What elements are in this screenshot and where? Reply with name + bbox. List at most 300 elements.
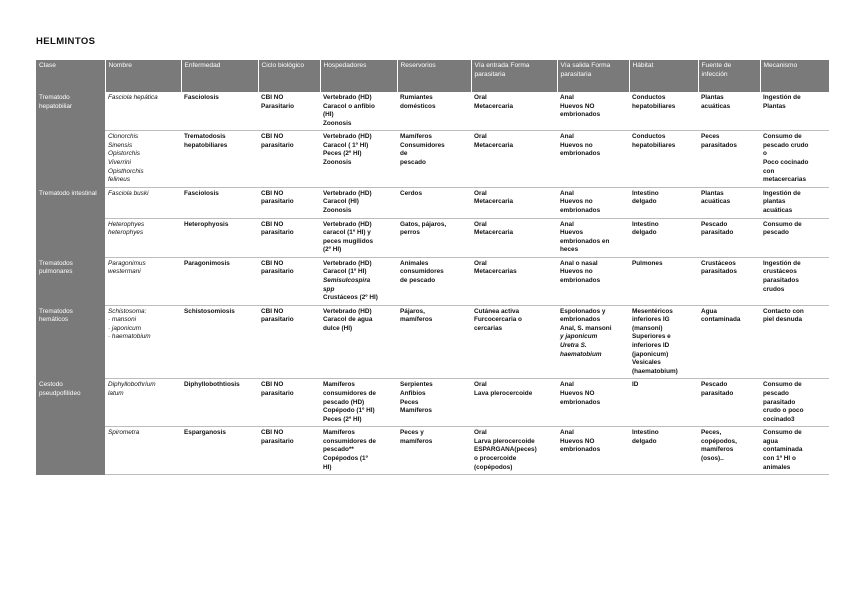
column-header-nombre: Nombre: [105, 60, 181, 92]
cell-line: Clonorchis: [108, 133, 139, 141]
cell-reservorios: [397, 305, 471, 379]
cell-line: o procercoide: [474, 454, 517, 462]
cell-via-salida: [557, 218, 629, 257]
cell-fuente: [698, 131, 760, 187]
cell-line: y japonicum: [560, 333, 598, 341]
cell-line: Semisulcospira: [323, 276, 371, 284]
cell-enfermedad: [181, 427, 258, 475]
cell-reservorios: [397, 379, 471, 427]
cell-hospedadores: [320, 305, 397, 379]
column-header-reservorios: Reservorios: [397, 60, 471, 92]
cell-line: Huevos no: [560, 268, 593, 276]
cell-line: Anal, S. mansoni: [560, 324, 612, 332]
cell-line: Consumo de: [763, 220, 802, 228]
cell-line: ID: [632, 381, 639, 389]
cell-via-salida: [557, 92, 629, 131]
helmintos-table: [36, 60, 829, 475]
cell-line: Opisthorchis: [108, 167, 144, 175]
cell-line: Consumo de: [763, 133, 802, 141]
cell-line: (haematobium): [632, 367, 678, 375]
cell-line: Oral: [474, 429, 487, 437]
cell-line: delgado: [632, 437, 657, 445]
cell-line: Caracol de agua: [323, 316, 373, 324]
table-row: [36, 131, 829, 187]
cell-hospedadores: [320, 427, 397, 475]
cell-line: Peces: [701, 133, 720, 141]
cell-line: embrionados: [560, 111, 601, 119]
cell-line: hepatobiliares: [632, 141, 676, 149]
cell-line: Zoonosis: [323, 159, 352, 167]
cell-ciclo: [258, 427, 320, 475]
cell-line: latum: [108, 389, 124, 397]
cell-line: Zoonosis: [323, 206, 352, 214]
cell-line: consumidores de: [323, 389, 376, 397]
cell-line: parasitario: [261, 198, 294, 206]
cell-line: Peces y: [400, 429, 424, 437]
cell-line: CBI NO: [261, 429, 284, 437]
cell-line: embrionados: [560, 398, 601, 406]
cell-line: Anal: [560, 133, 574, 141]
cell-via-entrada: [471, 305, 557, 379]
cell-nombre: [105, 257, 181, 305]
cell-line: Sinensis: [108, 141, 133, 149]
cell-line: Metacercarias: [474, 268, 517, 276]
cell-habitat: [629, 427, 698, 475]
cell-line: metacercarias: [763, 176, 806, 184]
cell-line: de pescado: [400, 276, 436, 284]
cell-ciclo: [258, 187, 320, 218]
cell-line: ESPARGANA(peces): [474, 446, 537, 454]
cell-ciclo: [258, 131, 320, 187]
cell-line: contaminada: [701, 316, 741, 324]
cell-mecanismo: [760, 92, 829, 131]
cell-hospedadores: [320, 92, 397, 131]
cell-line: Gatos, pájaros,: [400, 220, 447, 228]
cell-line: Heterophyes: [108, 220, 145, 228]
cell-line: embrionados: [560, 446, 601, 454]
cell-clase: [36, 427, 105, 475]
cell-line: perros: [400, 229, 420, 237]
cell-line: Vertebrado (HD): [323, 307, 372, 315]
cell-line: Opistorchis: [108, 150, 140, 158]
cell-line: embrionados en: [560, 237, 610, 245]
cell-nombre: [105, 187, 181, 218]
cell-reservorios: [397, 427, 471, 475]
cell-line: Plantas: [701, 189, 724, 197]
cell-line: heces: [560, 246, 579, 254]
cell-habitat: [629, 131, 698, 187]
cell-line: Zoonosis: [323, 119, 352, 127]
table-row: [36, 218, 829, 257]
cell-line: Ingestión de: [763, 94, 801, 101]
table-row: [36, 92, 829, 131]
cell-line: pescado: [763, 389, 789, 397]
cell-line: con 1º HI o: [763, 454, 796, 462]
cell-line: Trematodosis: [184, 133, 226, 141]
cell-reservorios: [397, 187, 471, 218]
cell-line: Fasciola hepática: [108, 94, 158, 101]
cell-line: Anal: [560, 94, 574, 101]
cell-line: · japonicum: [108, 324, 142, 332]
cell-line: Pescado: [701, 220, 728, 228]
cell-mecanismo: [760, 218, 829, 257]
column-header-enfermedad: Enfermedad: [181, 60, 258, 92]
cell-line: crudo o poco: [763, 407, 804, 415]
cell-via-salida: [557, 187, 629, 218]
cell-hospedadores: [320, 218, 397, 257]
cell-line: Intestino: [632, 189, 659, 197]
cell-line: Cerdos: [400, 189, 423, 197]
cell-line: Metacercaria: [474, 102, 514, 110]
cell-line: contaminada: [763, 446, 803, 454]
cell-line: Paragonimosis: [184, 259, 230, 267]
cell-hospedadores: [320, 131, 397, 187]
cell-line: (copépodos): [474, 463, 513, 471]
cell-habitat: [629, 92, 698, 131]
cell-via-entrada: [471, 379, 557, 427]
cell-line: Schistosoma:: [108, 307, 147, 315]
cell-line: copépodos,: [701, 437, 737, 445]
cell-fuente: [698, 218, 760, 257]
cell-line: Mamíferos: [400, 133, 432, 141]
column-header-ciclo: Ciclo biológico: [258, 60, 320, 92]
cell-line: westermani: [108, 268, 141, 276]
cell-line: Peces,: [701, 429, 722, 437]
cell-line: o: [763, 150, 767, 158]
cell-enfermedad: [181, 131, 258, 187]
cell-line: Mamíferos: [400, 407, 432, 415]
cell-text: Trematodos hemáticos: [39, 307, 73, 324]
cell-line: con: [763, 167, 775, 175]
cell-line: Furcocercaria o: [474, 316, 522, 324]
cell-line: mamíferos: [400, 437, 433, 445]
cell-clase: [36, 379, 105, 427]
cell-line: Caracol (HI): [323, 198, 359, 206]
cell-clase: [36, 257, 105, 305]
cell-line: Peces: [400, 398, 419, 406]
cell-line: parasitario: [261, 389, 294, 397]
cell-nombre: [105, 379, 181, 427]
column-header-habitat: Hábitat: [629, 60, 698, 92]
column-header-via-salida: Vía salida Forma parasitaria: [557, 60, 629, 92]
cell-line: Crustáceos (2º HI): [323, 294, 378, 302]
cell-line: acuáticas: [701, 198, 731, 206]
cell-nombre: [105, 92, 181, 131]
cell-line: (HI): [323, 111, 334, 119]
cell-line: Mesentéricos: [632, 307, 673, 315]
cell-line: CBI NO: [261, 220, 284, 228]
cell-enfermedad: [181, 305, 258, 379]
cell-line: embrionados: [560, 206, 601, 214]
cell-habitat: [629, 379, 698, 427]
cell-ciclo: [258, 305, 320, 379]
cell-line: consumidores de: [323, 437, 376, 445]
cell-line: crudos: [763, 285, 785, 293]
cell-line: dulce (HI): [323, 324, 353, 332]
cell-line: CBI NO: [261, 189, 284, 197]
cell-line: Conductos: [632, 133, 666, 141]
cell-nombre: [105, 427, 181, 475]
cell-line: Vertebrado (HD): [323, 259, 372, 267]
header-row: [36, 60, 829, 92]
cell-line: (japonicum): [632, 350, 669, 358]
table-body: [36, 92, 829, 475]
table-row: [36, 257, 829, 305]
cell-line: Schistosomiosis: [184, 307, 235, 315]
cell-line: Plantas: [763, 102, 786, 110]
cell-line: piel desnuda: [763, 316, 803, 324]
cell-line: parasitario: [261, 229, 294, 237]
cell-line: domésticos: [400, 102, 436, 110]
cell-line: Parasitario: [261, 102, 295, 110]
cell-fuente: [698, 305, 760, 379]
cell-line: Fasciolosis: [184, 94, 219, 101]
cell-line: parasitados: [701, 141, 737, 149]
cell-via-salida: [557, 131, 629, 187]
cell-line: Uretra S.: [560, 342, 587, 350]
cell-mecanismo: [760, 427, 829, 475]
cell-line: Caracol (1º HI): [323, 268, 367, 276]
cell-line: Diphyllobothrium: [108, 381, 156, 389]
cell-line: CBI NO: [261, 381, 284, 389]
cell-line: Pulmones: [632, 259, 663, 267]
cell-line: peces mugílidos: [323, 237, 374, 245]
cell-line: Vesicales: [632, 359, 661, 367]
cell-line: pescado crudo: [763, 141, 809, 149]
cell-line: Diphyllobothtiosis: [184, 381, 240, 389]
cell-text: Cestodo pseudpofilídeo: [39, 381, 81, 397]
cell-mecanismo: [760, 305, 829, 379]
table-row: [36, 305, 829, 379]
cell-line: parasitario: [261, 316, 294, 324]
cell-habitat: [629, 257, 698, 305]
cell-line: embrionados: [560, 150, 601, 158]
cell-line: mamíferos: [400, 316, 433, 324]
cell-line: CBI NO: [261, 307, 284, 315]
cell-text: Trematodo intestinal: [39, 189, 97, 197]
cell-line: felineus: [108, 176, 131, 184]
cell-nombre: [105, 218, 181, 257]
cell-fuente: [698, 92, 760, 131]
cell-line: Caracol o anfibio: [323, 102, 375, 110]
cell-clase: [36, 218, 105, 257]
cell-line: animales: [763, 463, 791, 471]
table-row: [36, 427, 829, 475]
cell-line: · haematobium: [108, 333, 151, 341]
cell-line: plantas: [763, 198, 786, 206]
cell-line: Oral: [474, 189, 487, 197]
cell-line: Espolonados y: [560, 307, 606, 315]
cell-via-entrada: [471, 131, 557, 187]
cell-via-entrada: [471, 427, 557, 475]
cell-ciclo: [258, 257, 320, 305]
cell-line: Vertebrado (HD): [323, 220, 372, 228]
cell-nombre: [105, 131, 181, 187]
cell-line: Metacercaria: [474, 141, 514, 149]
cell-line: spp: [323, 285, 335, 293]
cell-line: Fasciolosis: [184, 189, 219, 197]
cell-line: Esparganosis: [184, 429, 226, 437]
cell-line: delgado: [632, 198, 657, 206]
cell-line: Consumidores: [400, 141, 445, 149]
cell-line: Metacercaria: [474, 198, 514, 206]
cell-line: Mamíferos: [323, 381, 355, 389]
cell-line: Oral: [474, 133, 487, 141]
cell-line: embrionados: [560, 316, 601, 324]
cell-line: Pescado: [701, 381, 728, 389]
cell-line: Conductos: [632, 94, 666, 101]
cell-hospedadores: [320, 257, 397, 305]
cell-line: Anal: [560, 429, 574, 437]
cell-line: Oral: [474, 220, 487, 228]
cell-ciclo: [258, 92, 320, 131]
cell-line: Peces (2º HI): [323, 150, 362, 158]
cell-line: Consumo de: [763, 429, 802, 437]
cell-via-entrada: [471, 187, 557, 218]
column-header-fuente: Fuente de infección: [698, 60, 760, 92]
cell-line: Intestino: [632, 429, 659, 437]
cell-line: Ingestión de: [763, 259, 801, 267]
cell-line: Larva plerocercoide: [474, 437, 535, 445]
cell-hospedadores: [320, 187, 397, 218]
cell-line: Fasciola buski: [108, 189, 149, 197]
cell-text: Trematodo hepatobiliar: [39, 94, 73, 110]
cell-line: Rumiantes: [400, 94, 433, 101]
cell-line: acuáticas: [701, 102, 731, 110]
cell-line: Vertebrado (HD): [323, 189, 372, 197]
cell-enfermedad: [181, 92, 258, 131]
cell-ciclo: [258, 218, 320, 257]
cell-habitat: [629, 305, 698, 379]
cell-mecanismo: [760, 131, 829, 187]
cell-line: de: [400, 150, 408, 158]
cell-habitat: [629, 218, 698, 257]
table-row: [36, 187, 829, 218]
cell-line: Ingestión de: [763, 189, 801, 197]
cell-line: Serpientes: [400, 381, 433, 389]
cell-line: CBI NO: [261, 259, 284, 267]
cell-via-salida: [557, 379, 629, 427]
cell-enfermedad: [181, 218, 258, 257]
cell-line: delgado: [632, 229, 657, 237]
cell-line: Vertebrado (HD): [323, 94, 372, 101]
cell-via-entrada: [471, 218, 557, 257]
cell-line: inferiores IG: [632, 316, 670, 324]
cell-line: haematobium: [560, 350, 602, 358]
cell-clase: [36, 305, 105, 379]
cell-line: · mansoni: [108, 316, 137, 324]
cell-line: mamíferos: [701, 446, 734, 454]
cell-line: pescado**: [323, 446, 354, 454]
table-row: [36, 379, 829, 427]
cell-line: parasitado: [763, 398, 796, 406]
cell-line: Oral: [474, 381, 487, 389]
cell-line: Anal: [560, 189, 574, 197]
cell-line: Agua: [701, 307, 717, 315]
column-header-mecanismo: Mecanismo: [760, 60, 829, 92]
cell-via-salida: [557, 257, 629, 305]
cell-line: Mamíferos: [323, 429, 355, 437]
cell-line: agua: [763, 437, 778, 445]
cell-line: Anal o nasal: [560, 259, 598, 267]
cell-habitat: [629, 187, 698, 218]
cell-line: CBI NO: [261, 94, 284, 101]
cell-line: parasitados: [763, 276, 799, 284]
cell-line: parasitados: [701, 268, 737, 276]
cell-line: Lava plerocercoide: [474, 389, 533, 397]
cell-enfermedad: [181, 257, 258, 305]
column-header-hospedadores: Hospedadores: [320, 60, 397, 92]
cell-reservorios: [397, 218, 471, 257]
cell-via-salida: [557, 305, 629, 379]
cell-line: Oral: [474, 259, 487, 267]
column-header-via-entrada: Vía entrada Forma parasitaria: [471, 60, 557, 92]
cell-text: Trematodos pulmonares: [39, 259, 73, 276]
cell-reservorios: [397, 92, 471, 131]
cell-line: Spirometra: [108, 429, 140, 437]
cell-enfermedad: [181, 379, 258, 427]
cell-enfermedad: [181, 187, 258, 218]
cell-line: Huevos NO: [560, 437, 595, 445]
cell-via-salida: [557, 427, 629, 475]
cell-line: consumidores: [400, 268, 444, 276]
cell-line: pescado: [763, 229, 789, 237]
cell-line: Metacercaria: [474, 229, 514, 237]
cell-line: Huevos NO: [560, 389, 595, 397]
cell-fuente: [698, 379, 760, 427]
cell-line: hepatobiliares: [632, 102, 676, 110]
cell-line: embrionados: [560, 276, 601, 284]
cell-line: Cutánea activa: [474, 307, 520, 315]
cell-line: HI): [323, 463, 332, 471]
cell-line: Heterophyosis: [184, 220, 229, 228]
cell-line: parasitado: [701, 229, 734, 237]
cell-line: parasitado: [701, 389, 734, 397]
cell-line: Superiores e: [632, 333, 671, 341]
cell-line: Crustáceos: [701, 259, 736, 267]
cell-line: Huevos NO: [560, 102, 595, 110]
cell-reservorios: [397, 131, 471, 187]
cell-nombre: [105, 305, 181, 379]
cell-mecanismo: [760, 379, 829, 427]
cell-via-entrada: [471, 92, 557, 131]
cell-line: Viverrini: [108, 159, 131, 167]
cell-via-entrada: [471, 257, 557, 305]
cell-line: cocinado3: [763, 415, 795, 423]
cell-line: (osos)..: [701, 454, 724, 462]
cell-line: Huevos: [560, 229, 584, 237]
cell-line: Oral: [474, 94, 487, 101]
cell-line: parasitario: [261, 437, 294, 445]
cell-line: cercarias: [474, 324, 503, 332]
cell-line: Pájaros,: [400, 307, 425, 315]
cell-line: Anfibios: [400, 389, 426, 397]
cell-line: Copépodos (1º: [323, 454, 368, 462]
page-title: HELMINTOS: [36, 36, 96, 47]
cell-line: Poco cocinado: [763, 159, 809, 167]
cell-line: Contacto con: [763, 307, 804, 315]
cell-line: CBI NO: [261, 133, 284, 141]
cell-hospedadores: [320, 379, 397, 427]
cell-clase: [36, 187, 105, 218]
cell-clase: [36, 131, 105, 187]
cell-line: Paragonimus: [108, 259, 146, 267]
cell-line: Vertebrado (HD): [323, 133, 372, 141]
cell-line: heterophyes: [108, 229, 144, 237]
cell-ciclo: [258, 379, 320, 427]
cell-line: (mansoni): [632, 324, 663, 332]
cell-fuente: [698, 427, 760, 475]
